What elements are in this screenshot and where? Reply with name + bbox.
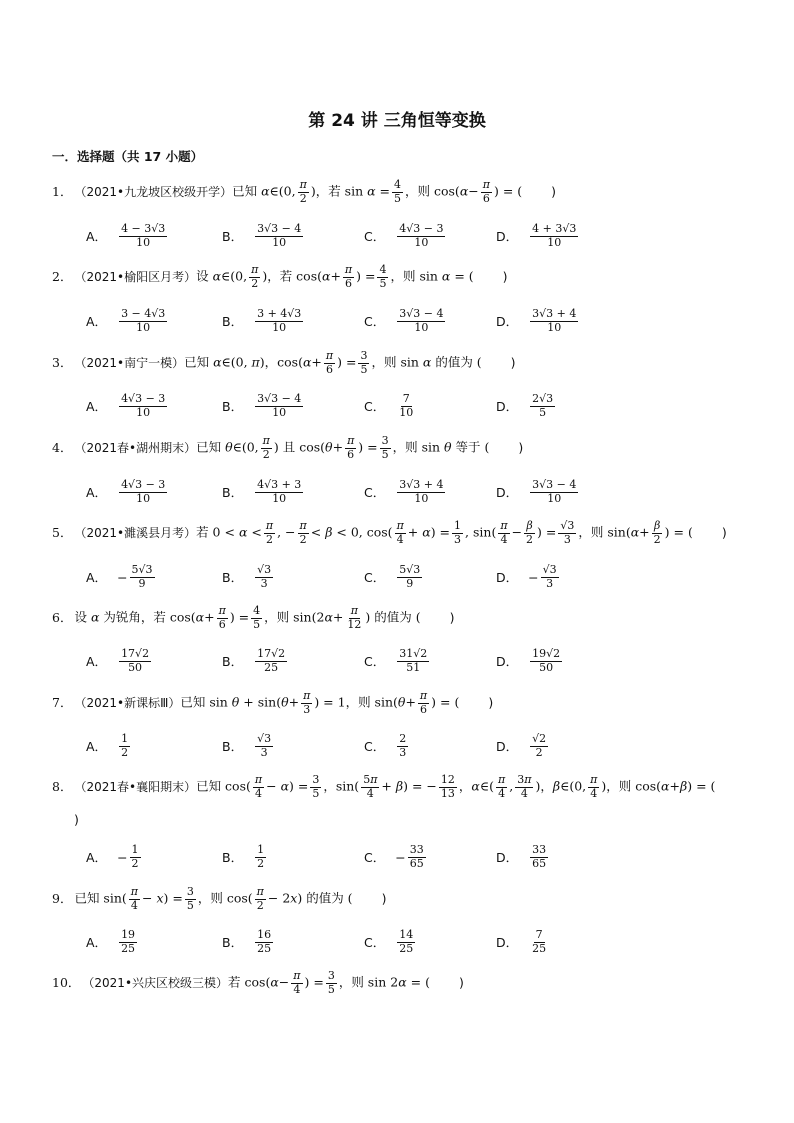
- question-number: 7．: [52, 694, 73, 710]
- option-a[interactable]: A． $\frac{1}{2}$: [86, 731, 129, 759]
- options-9: [86, 924, 686, 960]
- question-7: 7． （2021•新课标Ⅲ） 已知 sin θ + sin(θ+ $\frac{\pi}{3}$ ) = 1，则 sin(θ+ $\frac{\pi}{6}$ ) = ( ): [52, 689, 494, 716]
- section-heading: 一．选择题（共 17 小题）: [52, 149, 204, 164]
- question-source: （2021•榆阳区月考）: [74, 270, 197, 285]
- question-source: （2021•新课标Ⅲ）: [74, 696, 181, 711]
- question-3: 3． （2021•南宁一模） 已知 α∈(0, π)，cos(α+ $\frac{\pi}{6}$ ) = $\frac{3}{5}$ ，则 sin α 的值为 ( ): [52, 349, 516, 376]
- question-source: （2021春•襄阳期末）: [74, 780, 197, 795]
- question-stem: 设 α∈(0, $\frac{\pi}{2}$ )，若 cos(α+ $\frac{\pi}{6}$ ) = $\frac{4}{5}$ ，则 sin α = (: [196, 263, 474, 290]
- option-d[interactable]: D． $\frac{33}{65}$: [496, 842, 547, 870]
- option-a[interactable]: A． − $\frac{5√3}{9}$: [86, 562, 153, 590]
- question-number: 10．: [52, 974, 81, 990]
- question-10: 10． （2021•兴庆区校级三模） 若 cos(α− $\frac{\pi}{4}$ ) = $\frac{3}{5}$ ，则 sin 2α = ( ): [52, 969, 464, 996]
- question-stem: 若 0 < α < $\frac{\pi}{2}$ , − $\frac{\pi}{2}$ < β < 0, cos( $\frac{\pi}{4}$ + α) = $\frac{1}{3}$ , sin( $\frac{\pi}{4}$ − $\frac{\beta}{2}$ ) = $\frac{√3}{3}$ ，则 sin(α+ $\frac{\beta}{2}$ ) = (: [196, 519, 693, 546]
- page-title: 第 24 讲 三角恒等变换: [308, 111, 486, 131]
- option-d[interactable]: D． $\frac{4 + 3√3}{10}$: [496, 221, 577, 249]
- question-source: （2021•兴庆区校级三模）: [82, 976, 229, 991]
- options-6: [86, 643, 686, 679]
- options-2: [86, 303, 686, 339]
- question-5: 5． （2021•濉溪县月考） 若 0 < α < $\frac{\pi}{2}$ , − $\frac{\pi}{2}$ < β < 0, cos( $\frac{\pi}{4}$ + α) = $\frac{1}{3}$ , sin( $\frac{\pi}{4}$ − $\frac{\beta}{2}$ ) = $\frac{√3}{3}$ ，则 sin(α+ $\frac{\beta}{2}$ ) = ( ): [52, 519, 727, 546]
- option-b[interactable]: B． $\frac{3 + 4√3}{10}$: [222, 306, 302, 334]
- option-b[interactable]: B． $\frac{3√3 - 4}{10}$: [222, 391, 302, 419]
- question-number: 6．: [52, 609, 73, 625]
- option-d[interactable]: D． $\frac{3√3 + 4}{10}$: [496, 306, 577, 334]
- option-b[interactable]: B． $\frac{16}{25}$: [222, 927, 272, 955]
- option-d[interactable]: D． $\frac{√2}{2}$: [496, 731, 547, 759]
- options-7: [86, 728, 686, 764]
- question-stem: 已知 sin( $\frac{\pi}{4}$ − x) = $\frac{3}{5}$ ，则 cos( $\frac{\pi}{2}$ − 2x) 的值为 (: [74, 885, 353, 912]
- option-a[interactable]: A． $\frac{19}{25}$: [86, 927, 136, 955]
- options-8: [86, 839, 686, 875]
- question-6: 6． 设 α 为锐角，若 cos(α+ $\frac{\pi}{6}$ ) = $\frac{4}{5}$ ，则 sin(2α+ $\frac{\pi}{12}$ ) 的值为 ( ): [52, 604, 455, 631]
- option-c[interactable]: C． $\frac{3√3 + 4}{10}$: [364, 477, 444, 505]
- options-5: [86, 559, 686, 595]
- options-4: [86, 474, 686, 510]
- question-2: 2． （2021•榆阳区月考） 设 α∈(0, $\frac{\pi}{2}$ )，若 cos(α+ $\frac{\pi}{6}$ ) = $\frac{4}{5}$ ，则 sin α = ( ): [52, 263, 508, 290]
- option-c[interactable]: C． $\frac{4√3 - 3}{10}$: [364, 221, 444, 249]
- question-8: [52, 774, 764, 800]
- question-source: （2021春•湖州期末）: [74, 441, 197, 456]
- question-number: 8．: [52, 778, 73, 794]
- option-a[interactable]: A． $\frac{4√3 - 3}{10}$: [86, 477, 166, 505]
- option-c[interactable]: C． $\frac{5√3}{9}$: [364, 562, 421, 590]
- question-source: （2021•濉溪县月考）: [74, 526, 197, 541]
- option-d[interactable]: D． $\frac{3√3 - 4}{10}$: [496, 477, 577, 505]
- option-b[interactable]: B． $\frac{3√3 - 4}{10}$: [222, 221, 302, 249]
- question-stem: 设 α 为锐角，若 cos(α+ $\frac{\pi}{6}$ ) = $\frac{4}{5}$ ，则 sin(2α+ $\frac{\pi}{12}$ ) 的值为 (: [74, 604, 421, 631]
- option-d[interactable]: D． $\frac{19√2}{50}$: [496, 646, 561, 674]
- question-number: 1．: [52, 183, 73, 199]
- question-number: 4．: [52, 439, 73, 455]
- question-source: （2021•南宁一模）: [74, 356, 185, 371]
- question-stem: 已知 sin θ + sin(θ+ $\frac{\pi}{3}$ ) = 1，则 sin(θ+ $\frac{\pi}{6}$ ) = (: [180, 689, 460, 716]
- option-d[interactable]: D． $\frac{2√3}{5}$: [496, 391, 554, 419]
- option-c[interactable]: C． $\frac{31√2}{51}$: [364, 646, 428, 674]
- question-9: 9． 已知 sin( $\frac{\pi}{4}$ − x) = $\frac{3}{5}$ ，则 cos( $\frac{\pi}{2}$ − 2x) 的值为 ( ): [52, 885, 387, 912]
- option-b[interactable]: B． $\frac{√3}{3}$: [222, 562, 272, 590]
- option-d[interactable]: D． − $\frac{√3}{3}$: [496, 562, 557, 590]
- option-c[interactable]: C． $\frac{14}{25}$: [364, 927, 414, 955]
- option-c[interactable]: C． $\frac{2}{3}$: [364, 731, 407, 759]
- option-a[interactable]: A． $\frac{4 - 3√3}{10}$: [86, 221, 166, 249]
- option-b[interactable]: B． $\frac{4√3 + 3}{10}$: [222, 477, 302, 505]
- question-4: 4． （2021春•湖州期末） 已知 θ∈(0, $\frac{\pi}{2}$ ) 且 cos(θ+ $\frac{\pi}{6}$ ) = $\frac{3}{5}$ ，则 sin θ 等于 ( ): [52, 434, 524, 461]
- question-stem: 已知 θ∈(0, $\frac{\pi}{2}$ ) 且 cos(θ+ $\frac{\pi}{6}$ ) = $\frac{3}{5}$ ，则 sin θ 等于 (: [196, 434, 490, 461]
- option-b[interactable]: B． $\frac{1}{2}$: [222, 842, 265, 870]
- question-number: 5．: [52, 524, 73, 540]
- option-a[interactable]: A． $\frac{4√3 - 3}{10}$: [86, 391, 166, 419]
- option-a[interactable]: A． − $\frac{1}{2}$: [86, 842, 139, 870]
- option-a[interactable]: A． $\frac{17√2}{50}$: [86, 646, 150, 674]
- question-number: 2．: [52, 268, 73, 284]
- question-number: 9．: [52, 890, 73, 906]
- question-stem: 若 cos(α− $\frac{\pi}{4}$ ) = $\frac{3}{5}$ ，则 sin 2α = (: [228, 969, 430, 996]
- options-3: [86, 388, 686, 424]
- question-stem: 已知 α∈(0, $\frac{\pi}{2}$ )，若 sin α = $\frac{4}{5}$ ，则 cos(α− $\frac{\pi}{6}$ ) = (: [232, 178, 523, 205]
- option-c[interactable]: C． − $\frac{33}{65}$: [364, 842, 424, 870]
- options-1: [86, 218, 686, 254]
- question-number: 3．: [52, 354, 73, 370]
- question-stem: 已知 cos( $\frac{\pi}{4}$ − α) = $\frac{3}{5}$ ，sin( $\frac{5\pi}{4}$ + β) = − $\frac{12}{13}$ ，α∈( $\frac{\pi}{4}$ , $\frac{3\pi}{4}$ )，β∈(0, $\frac{\pi}{4}$ )，则 cos(α+β) = (: [196, 773, 716, 800]
- option-a[interactable]: A． $\frac{3 - 4√3}{10}$: [86, 306, 166, 334]
- question-stem: 已知 α∈(0, π)，cos(α+ $\frac{\pi}{6}$ ) = $\frac{3}{5}$ ，则 sin α 的值为 (: [184, 349, 482, 376]
- question-source: （2021•九龙坡区校级开学）: [74, 185, 233, 200]
- option-d[interactable]: D． $\frac{7}{25}$: [496, 927, 547, 955]
- option-c[interactable]: C． $\frac{3√3 - 4}{10}$: [364, 306, 444, 334]
- question-8-continuation: ): [74, 812, 79, 827]
- option-b[interactable]: B． $\frac{17√2}{25}$: [222, 646, 286, 674]
- question-1: 1． （2021•九龙坡区校级开学） 已知 α∈(0, $\frac{\pi}{2}$ )，若 sin α = $\frac{4}{5}$ ，则 cos(α− $\frac{\pi}{6}$ ) = ( ): [52, 178, 557, 205]
- option-c[interactable]: C． $\frac{7}{10}$: [364, 391, 414, 419]
- option-b[interactable]: B． $\frac{√3}{3}$: [222, 731, 272, 759]
